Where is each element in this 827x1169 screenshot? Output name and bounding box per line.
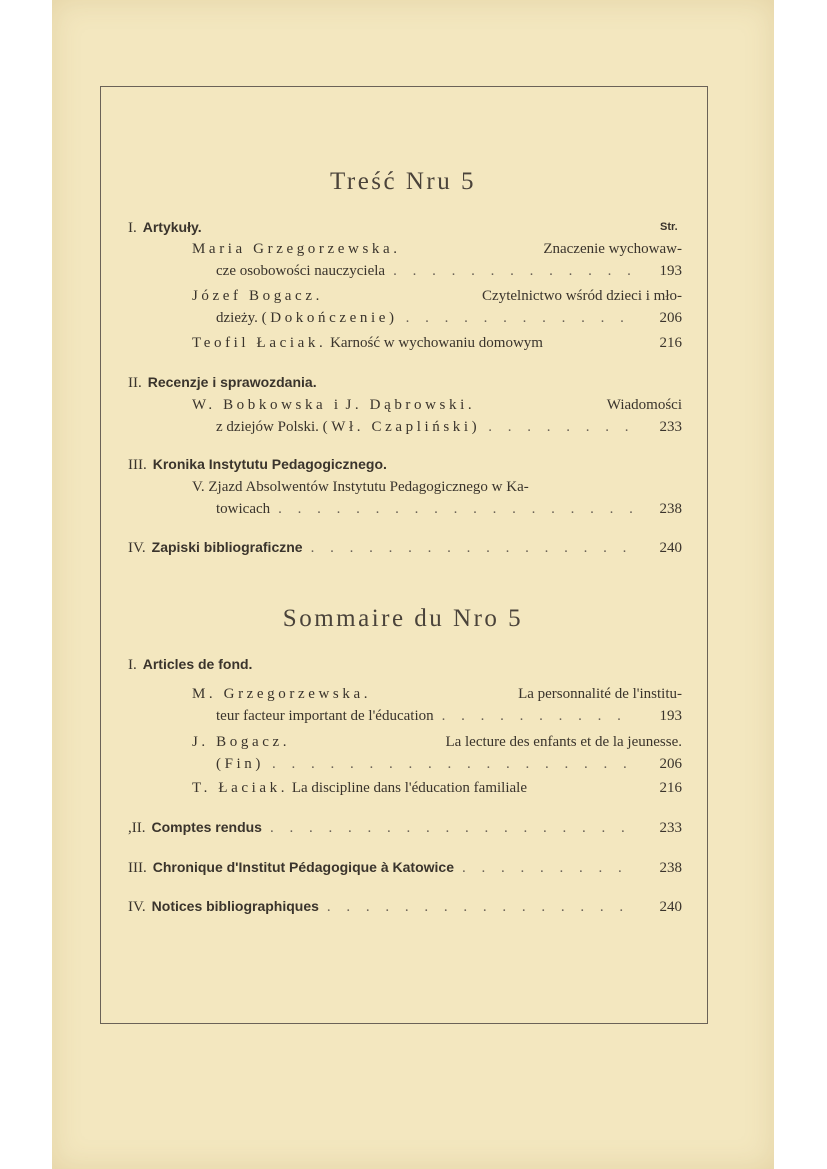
- page-number: 233: [659, 419, 682, 435]
- toc-title-pl: Treść Nru 5: [329, 168, 477, 195]
- entry-note: (Dokończenie): [261, 310, 398, 326]
- entry-text: La personnalité de l'institu-: [518, 686, 682, 702]
- page-number: 238: [659, 501, 682, 517]
- author: J. Dąbrowski.: [345, 397, 476, 413]
- entry-text: cze osobowości nauczyciela: [216, 263, 386, 279]
- entry-text: Znaczenie wychowaw-: [543, 241, 682, 257]
- author: M. Grzegorzewska.: [192, 686, 372, 702]
- dot-leader: [393, 260, 634, 282]
- dot-leader: [488, 416, 634, 438]
- entry-text: z dziejów Polski.: [216, 419, 319, 435]
- entry-text: Czytelnictwo wśród dzieci i mło-: [482, 288, 682, 304]
- dot-leader: [270, 819, 634, 837]
- entry-text: La lecture des enfants et de la jeunesse.: [445, 734, 682, 750]
- entry-zjazd-pl: [192, 476, 682, 520]
- author: W. Bobkowska: [192, 397, 327, 413]
- page-number: 193: [659, 263, 682, 279]
- dot-leader: [272, 753, 634, 775]
- entry-text: V. Zjazd Absolwentów Instytutu Pedagogicznego w Ka-: [192, 479, 529, 495]
- page-number: 206: [659, 310, 682, 326]
- entry-text: towicach: [216, 501, 271, 517]
- section-notices: IV. Notices bibliographiques . . . 240: [128, 897, 682, 916]
- page-number: 240: [659, 899, 682, 915]
- entry-bobkowska-pl: [192, 394, 682, 438]
- page-number: 233: [659, 820, 682, 836]
- dot-leader: [311, 539, 634, 557]
- entry-laciak-fr: [192, 777, 682, 799]
- page-number: 193: [659, 708, 682, 724]
- entry-bogacz-pl: [192, 285, 682, 329]
- entry-laciak-pl: [192, 332, 682, 354]
- author: Maria Grzegorzewska.: [192, 241, 401, 257]
- entry-grzegorzewska-fr: [192, 683, 682, 727]
- entry-text: teur facteur important de l'éducation: [216, 708, 434, 724]
- entry-text: Karność w wychowaniu domowym: [330, 335, 543, 351]
- dot-leader: [462, 859, 634, 877]
- entry-text: Wiadomości: [606, 397, 682, 413]
- entry-note: (Fin): [216, 756, 264, 772]
- author: T. Łaciak.: [192, 780, 289, 796]
- entry-text: La discipline dans l'éducation familiale: [291, 780, 527, 796]
- page-number: 216: [659, 780, 682, 796]
- conjunction: i: [333, 397, 338, 413]
- section-artykuly: I. Artykuły.: [128, 219, 202, 236]
- page-number: 240: [659, 540, 682, 556]
- page-number: 206: [659, 756, 682, 772]
- author: J. Bogacz.: [192, 734, 291, 750]
- dot-leader: [278, 498, 634, 520]
- section-comptes-rendus: ,II. Comptes rendus . . . 233: [128, 818, 682, 837]
- dot-leader: [327, 898, 634, 916]
- section-zapiski: IV. Zapiski bibliograficzne . . . 240: [128, 538, 682, 557]
- author: Teofil Łaciak.: [192, 335, 327, 351]
- section-recenzje: II. Recenzje i sprawozdania.: [128, 374, 317, 391]
- entry-note: (Wł. Czapliński): [322, 419, 481, 435]
- author: Józef Bogacz.: [192, 288, 323, 304]
- page-number: 216: [659, 335, 682, 351]
- page-number: 238: [659, 860, 682, 876]
- dot-leader: [442, 705, 634, 727]
- entry-grzegorzewska-pl: [192, 238, 682, 282]
- section-articles: I. Articles de fond.: [128, 656, 253, 673]
- dot-leader: [406, 307, 634, 329]
- section-kronika: III. Kronika Instytutu Pedagogicznego.: [128, 456, 387, 473]
- page-column-label: Str.: [660, 221, 678, 233]
- entry-text: dzieży.: [216, 310, 258, 326]
- entry-bogacz-fr: [192, 731, 682, 775]
- toc-title-fr: Sommaire du Nro 5: [282, 605, 524, 632]
- section-chronique: III. Chronique d'Institut Pédagogique à Katowice . . . 238: [128, 858, 682, 877]
